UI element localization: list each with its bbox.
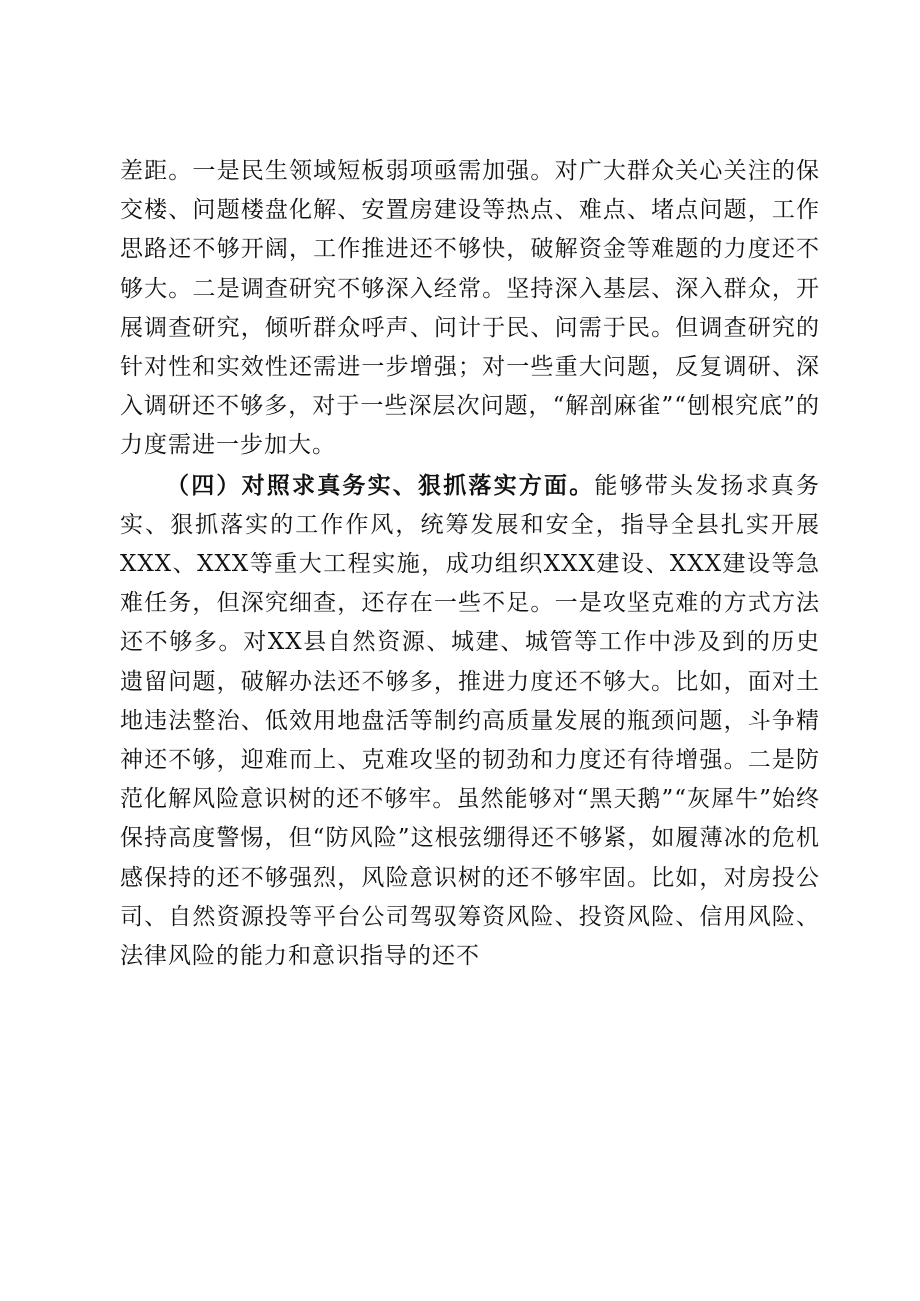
- paragraph-continuation: 差距。一是民生领域短板弱项亟需加强。对广大群众关心关注的保交楼、问题楼盘化解、安置房建设等热点、难点、堵点问题，工作思路还不够开阔，工作推进还不够快，破解资金等难题的力度还不够大。二是调查研究不够深入经常。坚持深入基层、深入群众，开展调查研究，倾听群众呼声、问计于民、问需于民。但调查研究的针对性和实效性还需进一步增强；对一些重大问题，反复调研、深入调研还不够多，对于一些深层次问题，“解剖麻雀”“刨根究底”的力度需进一步加大。: [120, 158, 820, 459]
- paragraph-section-four: [120, 466, 820, 977]
- section-heading: （四）对照求真务实、狠抓落实方面。: [166, 471, 595, 499]
- document-body: [120, 152, 820, 976]
- section-body-text: 能够带头发扬求真务实、狠抓落实的工作作风，统筹发展和安全，指导全县扎实开展XXX、XXX等重大工程实施，成功组织XXX建设、XXX建设等急难任务，但深究细查，还存在一些不足。一是攻坚克难的方式方法还不够多。对XX县自然资源、城建、城管等工作中涉及到的历史遗留问题，破解办法还不够多，推进力度还不够大。比如，面对土地违法整治、低效用地盘活等制约高质量发展的瓶颈问题，斗争精神还不够，迎难而上、克难攻坚的韧劲和力度还有待增强。二是防范化解风险意识树的还不够牢。虽然能够对“黑天鹅”“灰犀牛”始终保持高度警惕，但“防风险”这根弦绷得还不够紧，如履薄冰的危机感保持的还不够强烈，风险意识树的还不够牢固。比如，对房投公司、自然资源投等平台公司驾驭筹资风险、投资风险、信用风险、法律风险的能力和意识指导的还不: [120, 472, 821, 970]
